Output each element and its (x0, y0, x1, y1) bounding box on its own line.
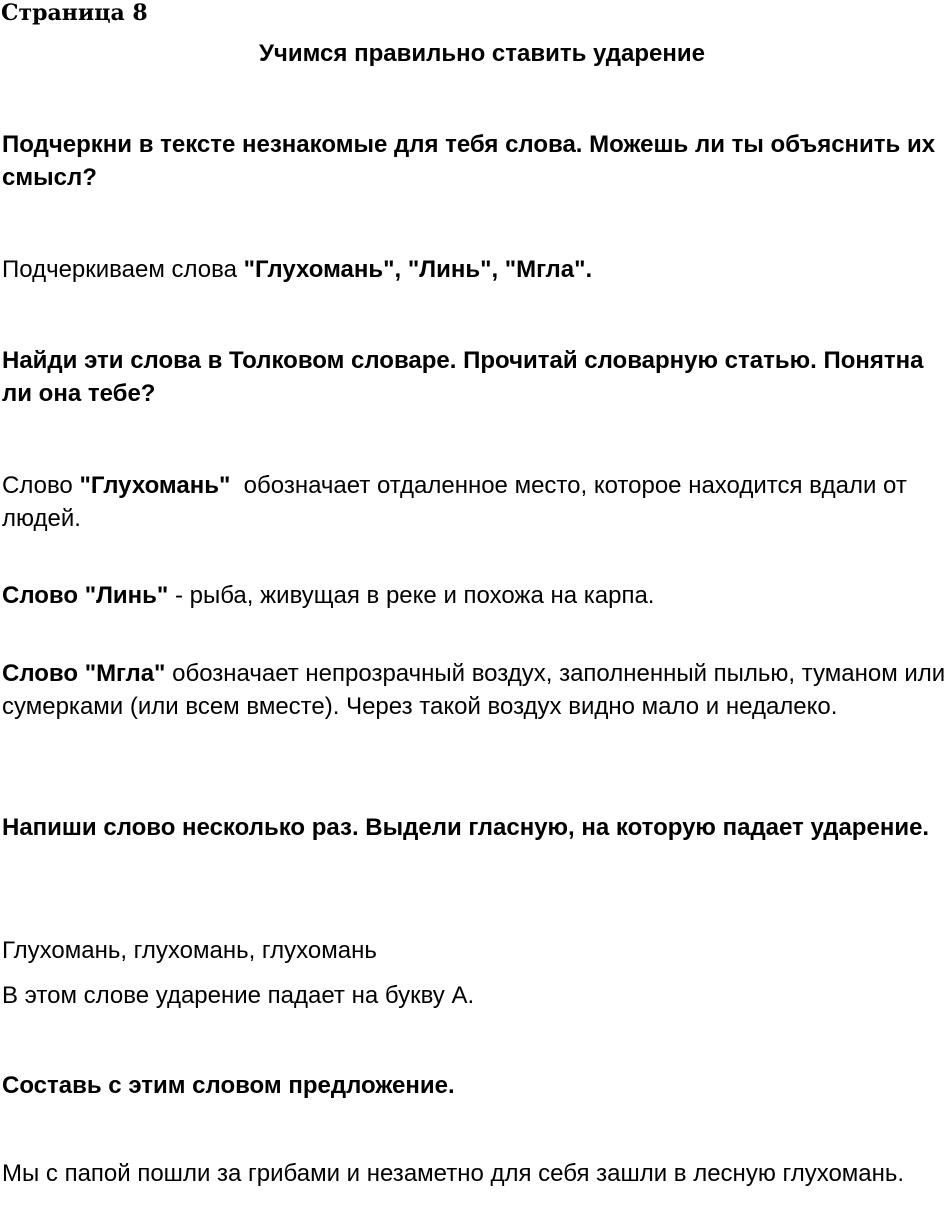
question-1: Подчеркни в тексте незнакомые для тебя слова. Можешь ли ты объяснить их смысл? (2, 131, 936, 191)
answer-1-words: "Глухомань", "Линь", "Мгла". (243, 256, 593, 283)
page-title: Учимся правильно ставить ударение (259, 40, 705, 67)
definition-lin-word: Слово "Линь" (2, 582, 169, 609)
definition-lin (2, 579, 950, 612)
answer-4: Мы с папой пошли за грибами и незаметно для себя зашли в лесную глухомань. (2, 1160, 905, 1187)
definition-lin-text: - рыба, живущая в реке и похожа на карпа. (168, 582, 655, 609)
answer-1 (2, 253, 950, 286)
definition-gluhoman-prefix: Слово (2, 472, 80, 499)
definition-mgla-text: обозначает непрозрачный воздух, заполненный пылью, туманом или сумерками (или всем вместе). Через такой воздух видно мало и недалеко. (2, 660, 946, 720)
definition-mgla-word: Слово "Мгла" (2, 660, 166, 687)
definition-gluhoman (2, 469, 950, 535)
answer-3-line-2: В этом слове ударение падает на букву А. (2, 982, 475, 1009)
question-2: Найди эти слова в Толковом словаре. Прочитай словарную статью. Понятна ли она тебе? (2, 347, 924, 407)
answer-1-prefix: Подчеркиваем слова (2, 256, 244, 283)
definition-gluhoman-word: "Глухомань" (79, 472, 231, 499)
question-4: Составь с этим словом предложение. (2, 1072, 455, 1099)
question-3: Напиши слово несколько раз. Выдели гласную, на которую падает ударение. (2, 814, 930, 841)
definition-mgla (2, 657, 950, 723)
answer-3-line-1: Глухомань, глухомань, глухомань (2, 937, 377, 964)
definition-gluhoman-text: обозначает отдаленное место, которое находится вдали от людей. (2, 472, 914, 532)
page-label: Страница 8 (1, 0, 148, 26)
